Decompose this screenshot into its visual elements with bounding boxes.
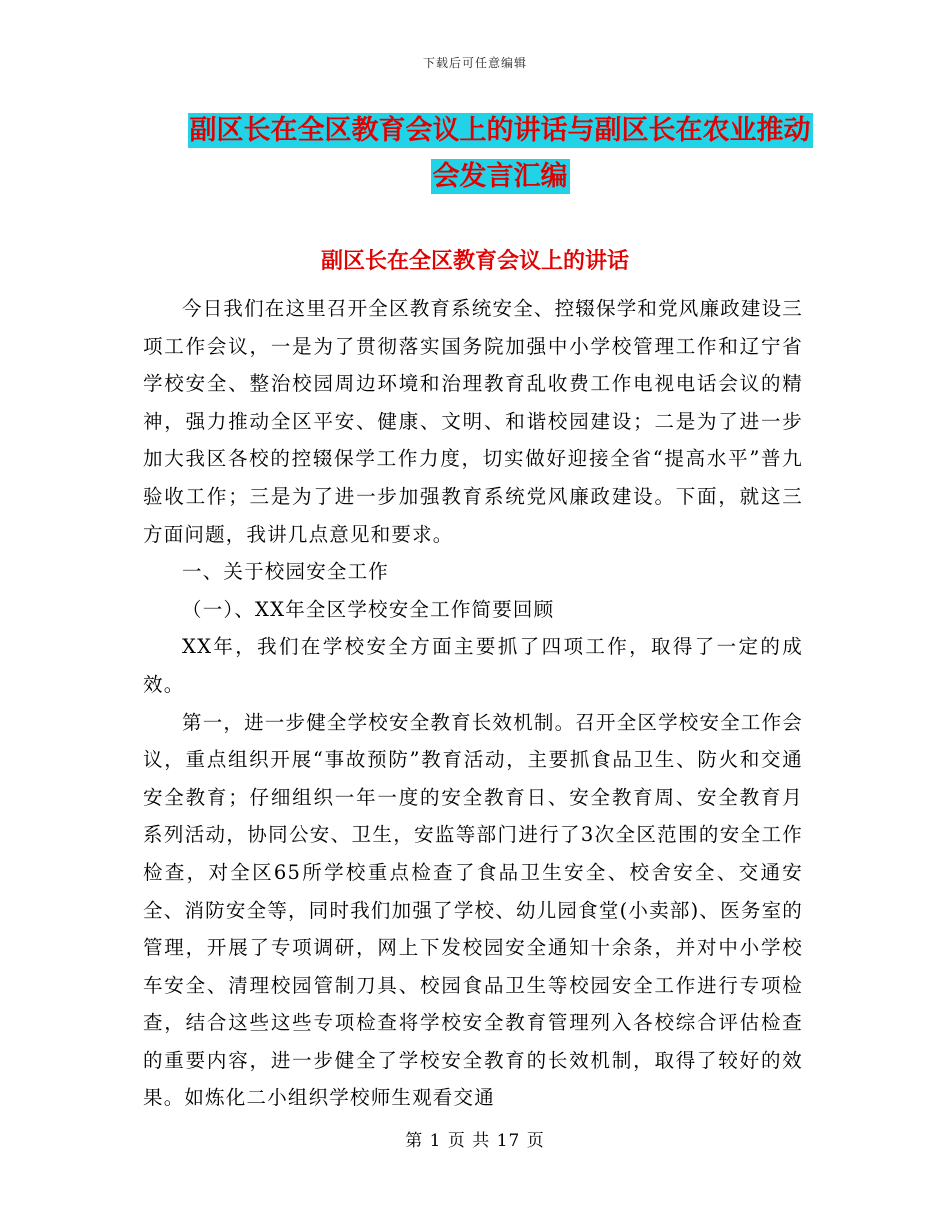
body-text [143,290,803,1117]
document-title-line-2: 会发言汇编 [432,161,568,192]
paragraph-intro: 今日我们在这里召开全区教育系统安全、控辍保学和党风廉政建设三项工作会议，一是为了贯彻落实国务院加强中小学校管理工作和辽宁省学校安全、整治校园周边环境和治理教育乱收费工作电视电话会议的精神，强力推动全区平安、健康、文明、和谐校园建设；二是为了进一步加大我区各校的控辍保学工作力度，切实做好迎接全省“提高水平”普九验收工作；三是为了进一步加强教育系统党风廉政建设。下面，就这三方面问题，我讲几点意见和要求。 [143,297,804,546]
document-title-line-1: 副区长在全区教育会议上的讲话与副区长在农业推动 [189,115,811,146]
document-title [140,108,860,200]
subheading-safety-review: （一）、XX年全区学校安全工作简要回顾 [182,597,555,621]
page-number: 第 1 页 共 17 页 [405,1131,545,1151]
paragraph-summary: XX年，我们在学校安全方面主要抓了四项工作，取得了一定的成效。 [143,635,803,696]
header-note: 下载后可任意编辑 [422,56,527,70]
section-title: 副区长在全区教育会议上的讲话 [320,249,629,274]
heading-campus-safety: 一、关于校园安全工作 [182,560,390,584]
paragraph-first-point: 第一，进一步健全学校安全教育长效机制。召开全区学校安全工作会议，重点组织开展“事故预防”教育活动，主要抓食品卫生、防火和交通安全教育；仔细组织一年一度的安全教育日、安全教育周、安全教育月系列活动，协同公安、卫生，安监等部门进行了3次全区范围的安全工作检查，对全区65所学校重点检查了食品卫生安全、校舍安全、交通安全、消防安全等，同时我们加强了学校、幼儿园食堂(小卖部)、医务室的管理，开展了专项调研，网上下发校园安全通知十余条，并对中小学校车安全、清理校园管制刀具、校园食品卫生等校园安全工作进行专项检查，结合这些这些专项检查将学校安全教育管理列入各校综合评估检查的重要内容，进一步健全了学校安全教育的长效机制，取得了较好的效果。如炼化二小组织学校师生观看交通 [143,710,804,1110]
